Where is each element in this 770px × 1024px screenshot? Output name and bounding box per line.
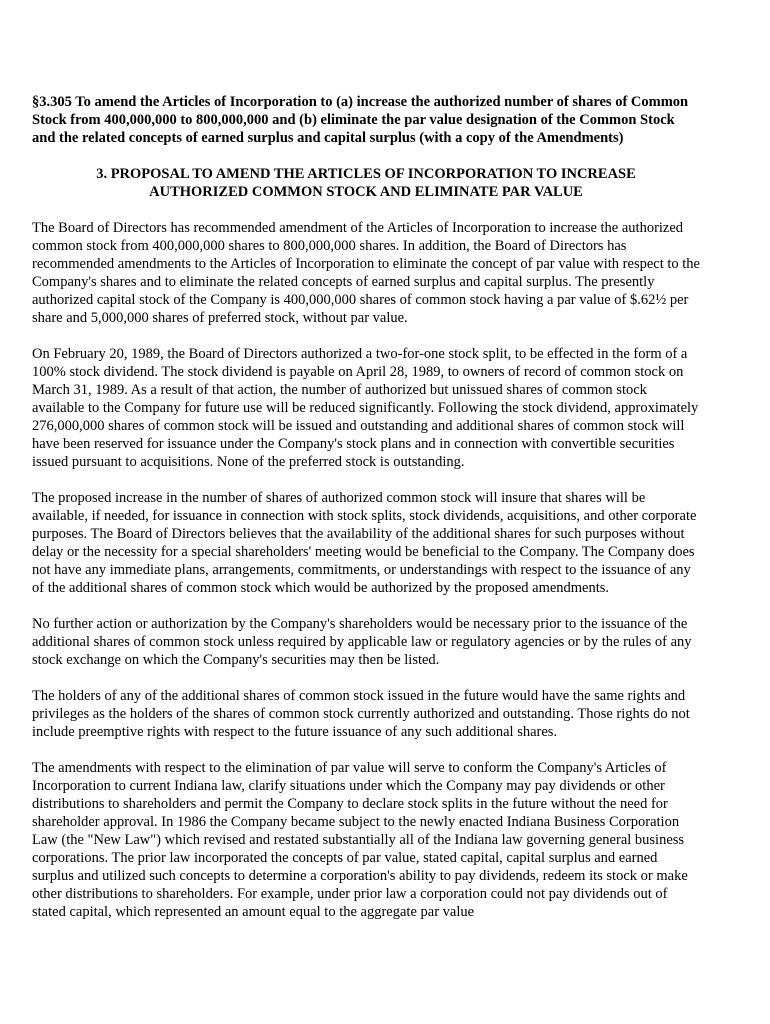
paragraph-authorized-stock: The Board of Directors has recommended amendment of the Articles of Incorporation to increase the authorized common stock from 400,000,000 shares to 800,000,000 shares. In addition, the Board of Directors has recommended amendments to the Articles of Incorporation to eliminate the concept of par value with respect to the Company's shares and to eliminate the related concepts of earned surplus and capital surplus. The presently authorized capital stock of the Company is 400,000,000 shares of common stock having a par value of $.62½ per share and 5,000,000 shares of preferred stock, without par value. — [32, 220, 700, 326]
section-heading: §3.305 To amend the Articles of Incorporation to (a) increase the authorized number of shares of Common Stock from 400,000,000 to 800,000,000 and (b) eliminate the par value designation of the Common Stock and the related concepts of earned surplus and capital surplus (with a copy of the Amendments) — [32, 94, 689, 146]
paragraph-holder-rights: The holders of any of the additional shares of common stock issued in the future would have the same rights and privileges as the holders of the shares of common stock currently authorized and outstanding. Those rights do not include preemptive rights with respect to the future issuance of any such additional shares. — [32, 688, 690, 740]
proposal-title: 3. PROPOSAL TO AMEND THE ARTICLES OF INCORPORATION TO INCREASE AUTHORIZED COMMON STOCK AND ELIMINATE PAR VALUE — [96, 166, 636, 200]
paragraph-stock-split: On February 20, 1989, the Board of Directors authorized a two-for-one stock split, to be effected in the form of a 100% stock dividend. The stock dividend is payable on April 28, 1989, to owners of record of common stock on March 31, 1989. As a result of that action, the number of authorized but unissued shares of common stock available to the Company for future use will be reduced significantly. Following the stock dividend, approximately 276,000,000 shares of common stock will be issued and outstanding and additional shares of common stock will have been reserved for issuance under the Company's stock plans and in connection with convertible securities issued pursuant to acquisitions. None of the preferred stock is outstanding. — [32, 346, 699, 470]
paragraph-par-value-elimination: The amendments with respect to the elimination of par value will serve to conform the Company's Articles of Incorporation to current Indiana law, clarify situations under which the Company may pay dividends or other distributions to shareholders and permit the Company to declare stock splits in the future without the need for shareholder approval. In 1986 the Company became subject to the newly enacted Indiana Business Corporation Law (the "New Law") which revised and restated substantially all of the Indiana law governing general business corporations. The prior law incorporated the concepts of par value, stated capital, capital surplus and earned surplus and utilized such concepts to determine a corporation's ability to pay dividends, redeem its stock or make other distributions to shareholders. For example, under prior law a corporation could not pay dividends out of stated capital, which represented an amount equal to the aggregate par value — [32, 760, 688, 920]
document-body — [32, 93, 700, 939]
paragraph-further-action: No further action or authorization by the Company's shareholders would be necessary prior to the issuance of the additional shares of common stock unless required by applicable law or regulatory agencies or by the rules of any stock exchange on which the Company's securities may then be listed. — [32, 616, 692, 668]
paragraph-proposed-increase: The proposed increase in the number of shares of authorized common stock will insure that shares will be available, if needed, for issuance in connection with stock splits, stock dividends, acquisitions, and other corporate purposes. The Board of Directors believes that the availability of the additional shares for such purposes without delay or the necessity for a special shareholders' meeting would be beneficial to the Company. The Company does not have any immediate plans, arrangements, commitments, or understandings with respect to the issuance of any of the additional shares of common stock which would be authorized by the proposed amendments. — [32, 490, 697, 596]
